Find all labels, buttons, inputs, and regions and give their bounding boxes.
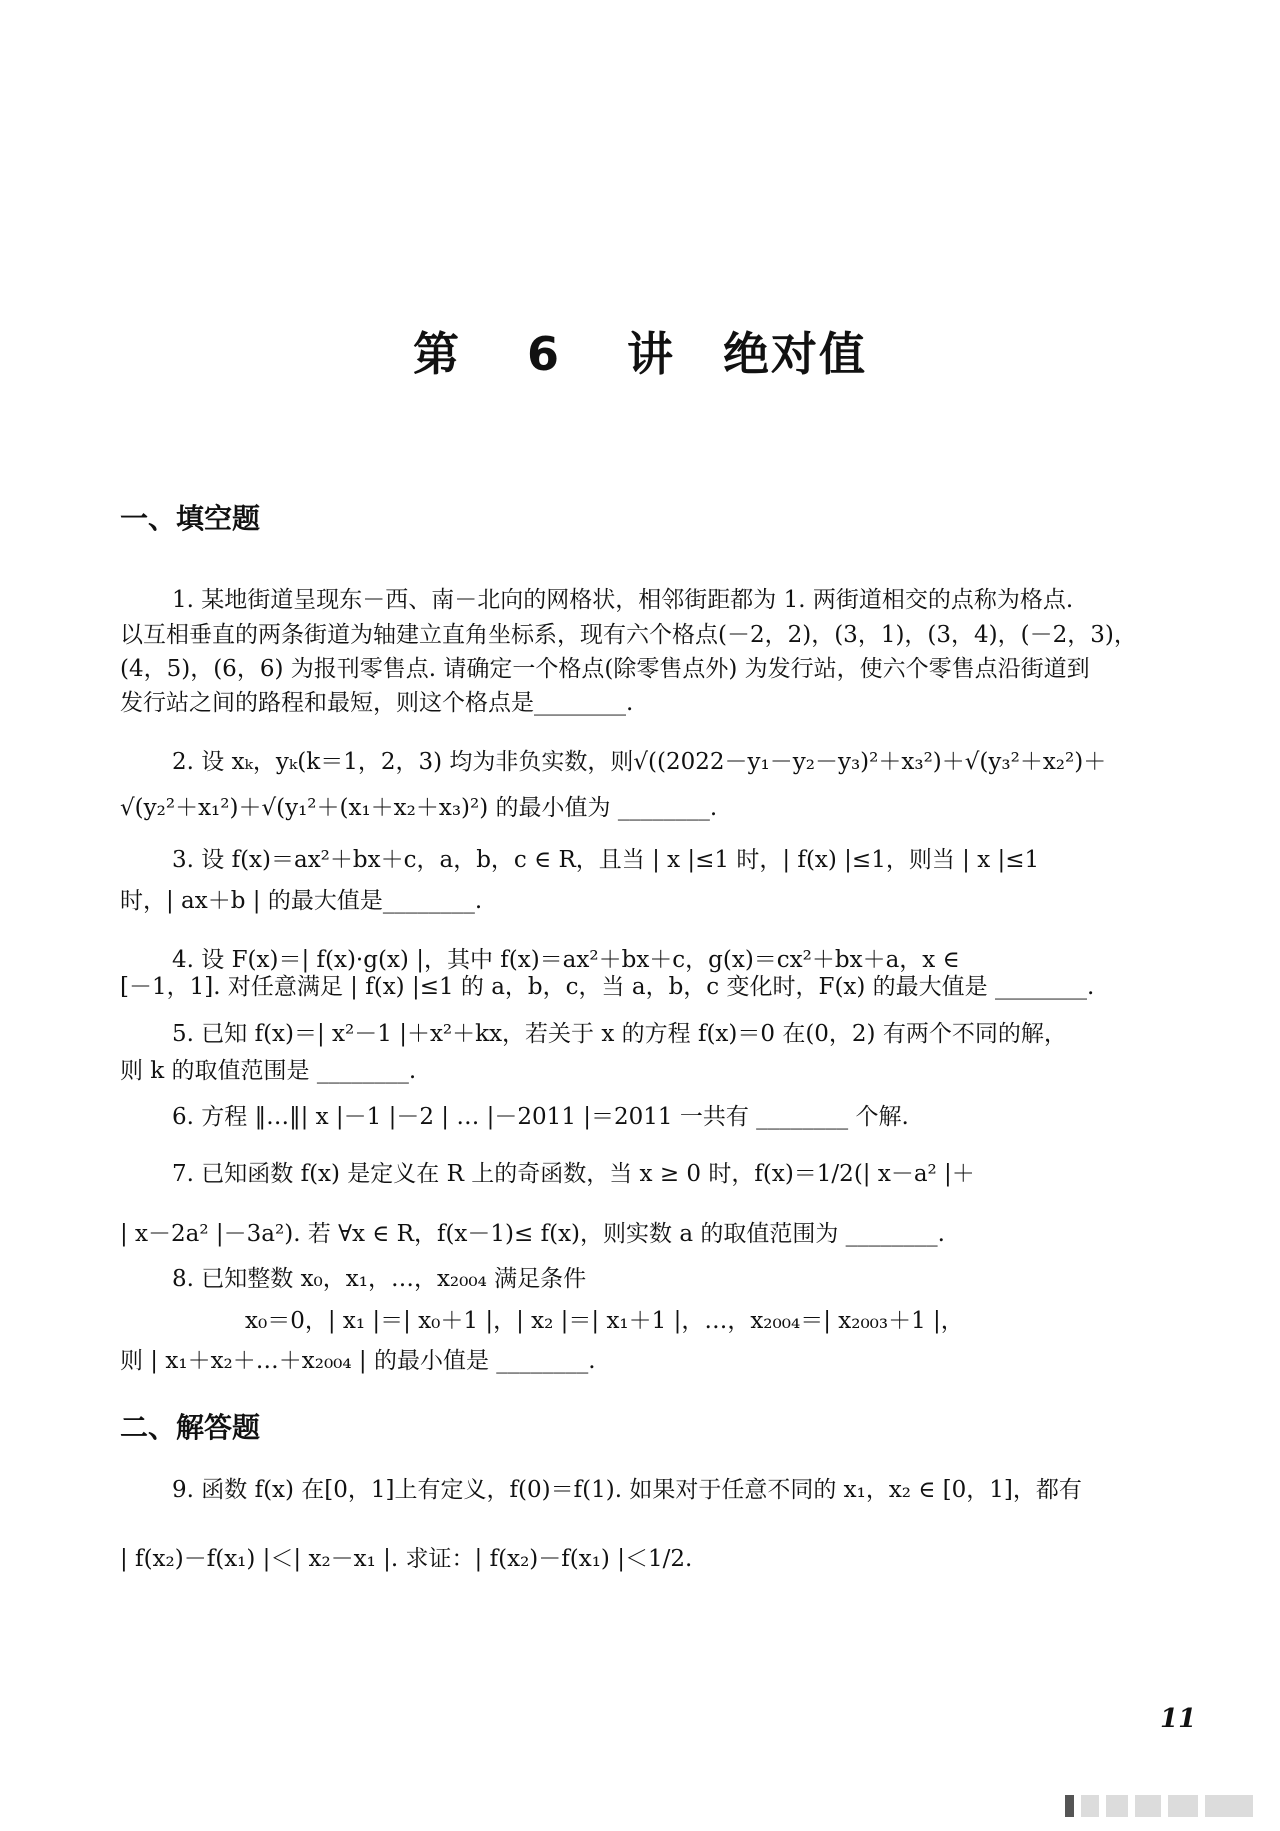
- watermark-bar-2: [1081, 1795, 1099, 1817]
- problem-5-line-2: 则 k 的取值范围是 ________.: [120, 1058, 417, 1084]
- problem-2-line-2: √(y₂²＋x₁²)＋√(y₁²＋(x₁＋x₂＋x₃)²) 的最小值为 ________.: [120, 795, 718, 821]
- section-heading-answer: 二、解答题: [120, 1411, 261, 1444]
- problem-8-line-1: 8. 已知整数 x₀，x₁，…，x₂₀₀₄ 满足条件: [172, 1266, 587, 1292]
- page-title: 第 6 讲 绝对值: [412, 327, 868, 381]
- problem-5-line-1: 5. 已知 f(x)＝| x²－1 |＋x²＋kx，若关于 x 的方程 f(x)＝0 在(0，2) 有两个不同的解，: [172, 1021, 1067, 1047]
- problem-4-line-1: 4. 设 F(x)＝| f(x)·g(x) |，其中 f(x)＝ax²＋bx＋c，g(x)＝cx²＋bx＋a，x ∈: [172, 947, 960, 973]
- problem-3-line-2: 时，| ax＋b | 的最大值是________.: [120, 888, 483, 914]
- problem-8-line-3: 则 | x₁＋x₂＋…＋x₂₀₀₄ | 的最小值是 ________.: [120, 1348, 596, 1374]
- watermark-bar-3: [1106, 1795, 1128, 1817]
- problem-6-line-1: 6. 方程 ‖…‖| x |－1 |－2 | … |－2011 |＝2011 一共有 ________ 个解.: [172, 1104, 909, 1130]
- problem-7-line-2: | x－2a² |－3a²). 若 ∀x ∈ R，f(x－1)≤ f(x)，则实数 a 的取值范围为 ________.: [120, 1221, 945, 1247]
- section-heading-fill-in: 一、填空题: [120, 502, 261, 535]
- problem-9-line-1: 9. 函数 f(x) 在[0，1]上有定义，f(0)＝f(1). 如果对于任意不同的 x₁，x₂ ∈ [0，1]，都有: [172, 1477, 1082, 1503]
- problem-3-line-1: 3. 设 f(x)＝ax²＋bx＋c，a，b，c ∈ R，且当 | x |≤1 时，| f(x) |≤1，则当 | x |≤1: [172, 847, 1040, 873]
- watermark-bar-5: [1168, 1795, 1198, 1817]
- page-number: 11: [1160, 1704, 1197, 1734]
- watermark-bar-4: [1135, 1795, 1161, 1817]
- problem-7-line-1: 7. 已知函数 f(x) 是定义在 R 上的奇函数，当 x ≥ 0 时，f(x)＝1/2(| x－a² |＋: [172, 1161, 975, 1187]
- problem-1-line-1: 1. 某地街道呈现东－西、南－北向的网格状，相邻街距都为 1. 两街道相交的点称为格点.: [172, 587, 1074, 613]
- problem-9-line-2: | f(x₂)－f(x₁) |＜| x₂－x₁ |. 求证：| f(x₂)－f(x₁) |＜1/2.: [120, 1546, 693, 1572]
- problem-1-line-4: 发行站之间的路程和最短，则这个格点是________.: [120, 690, 634, 716]
- problem-4-line-2: [－1，1]. 对任意满足 | f(x) |≤1 的 a，b，c，当 a，b，c 变化时，F(x) 的最大值是 ________.: [120, 974, 1095, 1000]
- problem-1-line-2: 以互相垂直的两条街道为轴建立直角坐标系，现有六个格点(－2，2)，(3，1)，(3，4)，(－2，3)，: [120, 622, 1137, 648]
- problem-1-line-3: (4，5)，(6，6) 为报刊零售点. 请确定一个格点(除零售点外) 为发行站，使六个零售点沿街道到: [120, 656, 1090, 682]
- watermark-bar-6: [1205, 1795, 1253, 1817]
- watermark-bar-1: [1065, 1795, 1074, 1817]
- problem-2-line-1: 2. 设 xₖ，yₖ(k＝1，2，3) 均为非负实数，则√((2022－y₁－y₂－y₃)²＋x₃²)＋√(y₃²＋x₂²)＋: [172, 749, 1107, 775]
- problem-8-line-2: x₀＝0，| x₁ |＝| x₀＋1 |，| x₂ |＝| x₁＋1 |，…，x₂₀₀₄＝| x₂₀₀₃＋1 |，: [245, 1308, 964, 1334]
